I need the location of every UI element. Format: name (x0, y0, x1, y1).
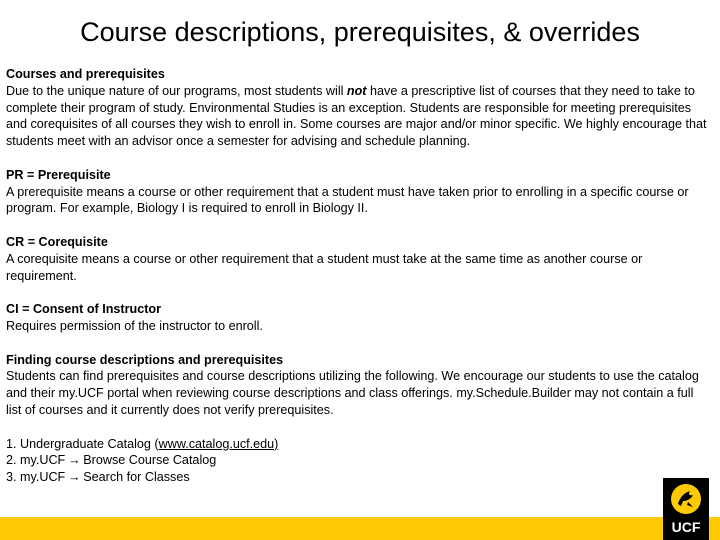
courses-section (6, 66, 712, 150)
courses-emphasis: not (346, 83, 367, 98)
catalog-link[interactable]: www.catalog.ucf.edu) (158, 436, 279, 451)
prerequisite-text: A prerequisite means a course or other requirement that a student must have taken prior to enrolling in a specific course or program. For example, Biology I is required to enroll in Biology II. (6, 184, 689, 216)
finding-heading: Finding course descriptions and prerequisites (6, 352, 284, 367)
browse-portal-label: 2. my.UCF (6, 453, 66, 468)
prerequisite-section (6, 167, 712, 217)
slide-title: Course descriptions, prerequisites, & overrides (80, 17, 640, 47)
list-item-browse (6, 452, 712, 469)
corequisite-section (6, 234, 712, 284)
arrow-right-icon: → (67, 470, 81, 485)
courses-text-end: have a prescriptive list of courses that they need to take to complete their program of study. Environmental Studies is an exception. Students are responsible for meeting prerequisites and corequisites of all courses they wish to enroll in. Some courses are major and/or minor specific. We highly encourage that students meet with an advisor once a semester for advising and schedule planning. (6, 83, 707, 149)
finding-section (6, 352, 712, 419)
list-item-search (6, 469, 712, 486)
arrow-right-icon: → (67, 453, 81, 468)
browse-catalog-text: Browse Course Catalog (83, 453, 217, 468)
logo-text: UCF (671, 519, 701, 535)
consent-heading: CI = Consent of Instructor (6, 302, 161, 317)
prerequisite-heading: PR = Prerequisite (6, 167, 111, 182)
search-classes-text: Search for Classes (83, 470, 190, 485)
resource-list (6, 436, 712, 486)
courses-text-start: Due to the unique nature of our programs, most students will (6, 83, 347, 98)
catalog-label: 1. Undergraduate Catalog ( (6, 436, 159, 451)
consent-text: Requires permission of the instructor to enroll. (6, 318, 263, 333)
corequisite-heading: CR = Corequisite (6, 234, 108, 249)
consent-section (6, 301, 712, 335)
search-portal-label: 3. my.UCF (6, 470, 66, 485)
footer-gold-bar (0, 517, 720, 540)
list-item-catalog (6, 436, 712, 453)
pegasus-icon (669, 482, 703, 516)
finding-text: Students can find prerequisites and course descriptions utilizing the following. We encourage our students to use the catalog and their my.UCF portal when reviewing course descriptions and class offerings. my.Schedule.Builder may not contain a full list of courses and it currently does not verify prerequisites. (6, 369, 699, 417)
courses-paragraph (6, 83, 712, 150)
ucf-logo (663, 478, 709, 540)
corequisite-text: A corequisite means a course or other requirement that a student must take at the same time as another course or requirement. (6, 251, 643, 283)
courses-heading: Courses and prerequisites (6, 67, 165, 81)
slide-content (6, 66, 712, 486)
